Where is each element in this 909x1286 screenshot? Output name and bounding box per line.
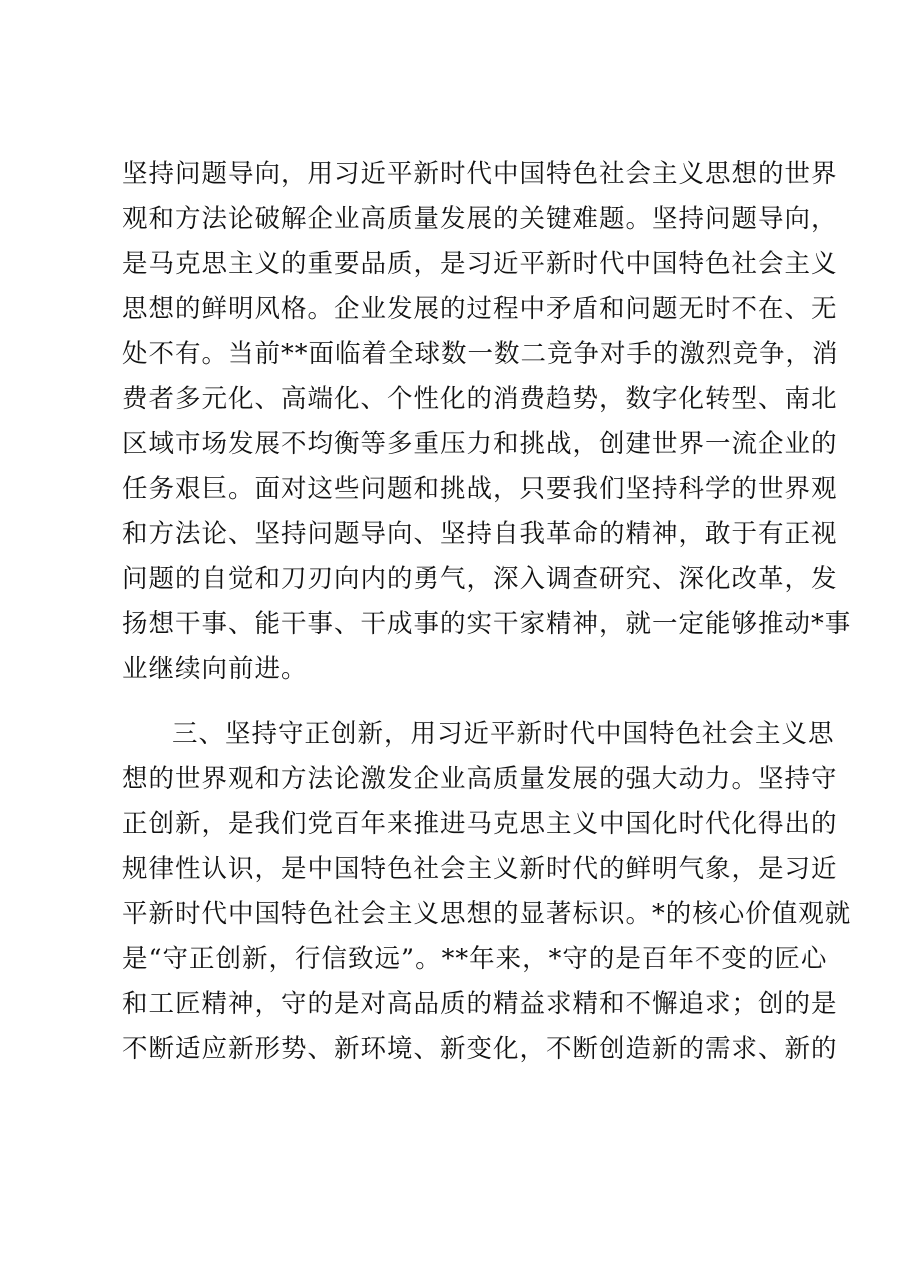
text-line: 和方法论、坚持问题导向、坚持自我革命的精神，敢于有正视 [122,519,838,549]
text-line: 扬想干事、能干事、干成事的实干家精神，就一定能够推动*事 [122,609,852,639]
text-line: 思想的鲜明风格。企业发展的过程中矛盾和问题无时不在、无 [122,294,838,324]
text-line: 是“守正创新，行信致远”。**年来，*守的是百年不变的匠心 [122,944,828,974]
paragraph-problem-orientation [122,152,852,692]
text-line: 和工匠精神，守的是对高品质的精益求精和不懈追求；创的是 [122,989,838,1019]
paragraph-section-three [122,712,852,1072]
section-heading-line: 三、坚持守正创新，用习近平新时代中国特色社会主义思 [172,719,835,749]
text-line: 坚持问题导向，用习近平新时代中国特色社会主义思想的世界 [122,159,838,189]
text-line: 任务艰巨。面对这些问题和挑战，只要我们坚持科学的世界观 [122,474,838,504]
text-line: 正创新，是我们党百年来推进马克思主义中国化时代化得出的 [122,809,838,839]
text-line: 是马克思主义的重要品质，是习近平新时代中国特色社会主义 [122,249,838,279]
text-line: 费者多元化、高端化、个性化的消费趋势，数字化转型、南北 [122,384,838,414]
text-line: 区域市场发展不均衡等多重压力和挑战，创建世界一流企业的 [122,429,838,459]
paragraph-spacer [122,692,802,712]
text-line: 观和方法论破解企业高质量发展的关键难题。坚持问题导向， [122,204,838,234]
text-line: 想的世界观和方法论激发企业高质量发展的强大动力。坚持守 [122,764,838,794]
text-line: 问题的自觉和刀刃向内的勇气，深入调查研究、深化改革，发 [122,564,838,594]
text-line: 不断适应新形势、新环境、新变化，不断创造新的需求、新的 [122,1034,838,1064]
text-line: 处不有。当前**面临着全球数一数二竞争对手的激烈竞争，消 [122,339,839,369]
text-line: 业继续向前进。 [122,654,308,684]
body-text [122,152,852,1072]
text-line: 平新时代中国特色社会主义思想的显著标识。*的核心价值观就 [122,899,852,929]
text-line: 规律性认识，是中国特色社会主义新时代的鲜明气象，是习近 [122,854,838,884]
